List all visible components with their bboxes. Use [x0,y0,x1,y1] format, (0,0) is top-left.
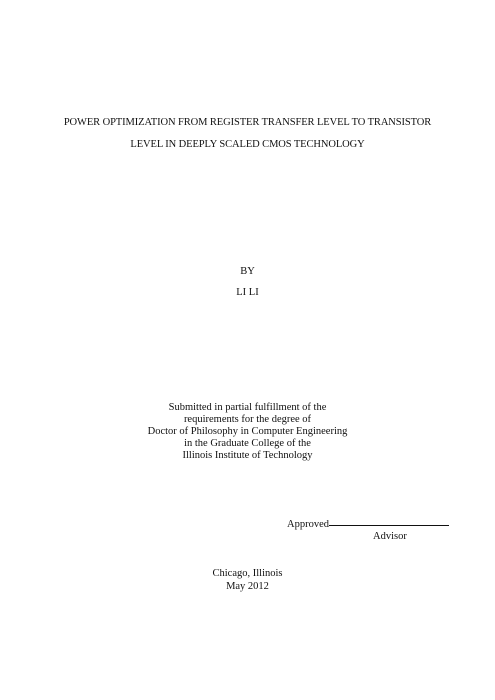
submission-date: May 2012 [226,581,269,592]
submission-line-4: in the Graduate College of the [184,438,311,449]
advisor-label: Advisor [373,531,407,542]
advisor-signature-line [329,525,449,526]
location: Chicago, Illinois [212,568,283,579]
approved-label: Approved [287,519,329,530]
submission-line-2: requirements for the degree of [183,414,312,425]
by-label: BY [240,266,255,277]
thesis-title-line-2: LEVEL IN DEEPLY SCALED CMOS TECHNOLOGY [130,139,365,150]
submission-line-1: Submitted in partial fulfillment of the [168,402,327,413]
thesis-title-line-1: POWER OPTIMIZATION FROM REGISTER TRANSFER LEVEL TO TRANSISTOR [63,117,432,128]
submission-line-3: Doctor of Philosophy in Computer Engineering [147,426,348,437]
author-name: LI LI [236,287,259,298]
submission-line-5: Illinois Institute of Technology [182,450,313,461]
